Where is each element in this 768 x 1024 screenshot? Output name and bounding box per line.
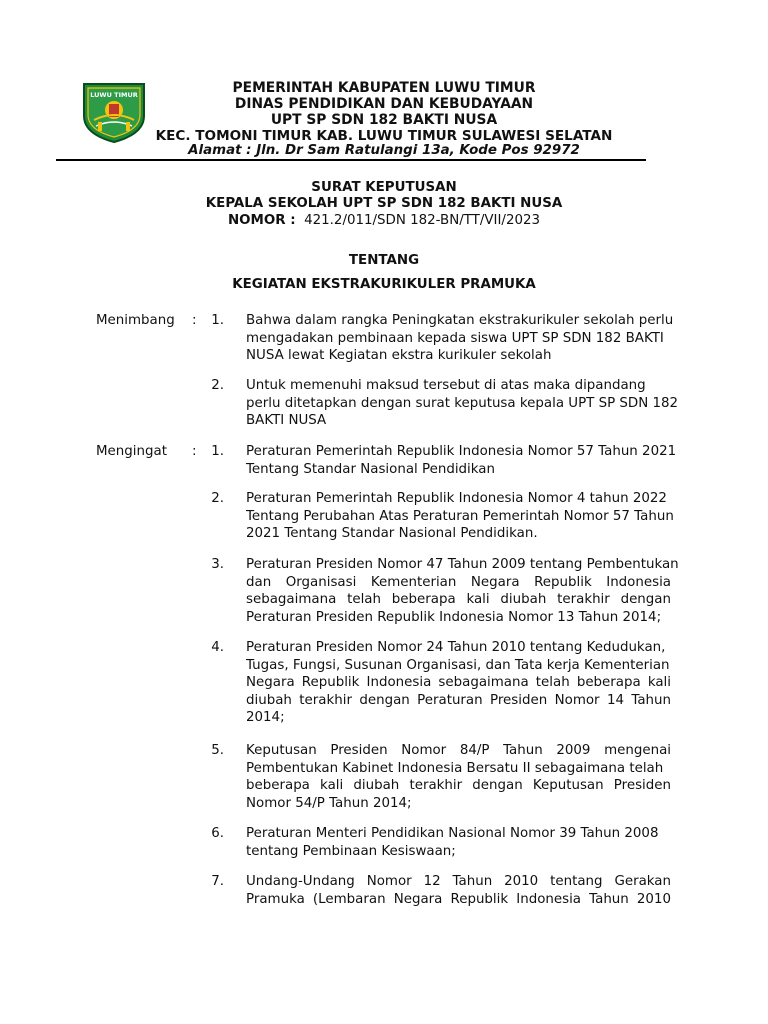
menimbang-label: Menimbang <box>96 313 175 328</box>
mengingat-item-number: 5. <box>211 743 224 758</box>
mengingat-item-3 <box>246 556 679 626</box>
text-line: Peraturan Pemerintah Republik Indonesia Nomor 57 Tahun 2021 <box>246 444 677 459</box>
text-line: Nomor 54/P Tahun 2014; <box>246 795 412 811</box>
menimbang-item-number: 1. <box>211 313 224 328</box>
text-line: 2021 Tentang Standar Nasional Pendidikan. <box>246 526 538 541</box>
text-line: Bahwa dalam rangka Peningkatan ekstrakurikuler sekolah perlu <box>246 313 674 328</box>
decree-number-value: 421.2/011/SDN 182-BN/TT/VII/2023 <box>304 213 541 228</box>
text-line: sebagaimana telah beberapa kali diubah terakhir dengan <box>246 592 671 607</box>
mengingat-label: Mengingat <box>96 444 167 459</box>
mengingat-item-5 <box>246 742 671 812</box>
letterhead-divider <box>56 159 646 161</box>
decree-subject: KEGIATAN EKSTRAKURIKULER PRAMUKA <box>232 277 536 292</box>
decree-title: SURAT KEPUTUSAN <box>311 180 457 195</box>
text-line: Tentang Standar Nasional Pendidikan <box>246 461 495 477</box>
text-line: Tentang Perubahan Atas Peraturan Pemerintah Nomor 57 Tahun <box>246 508 674 524</box>
letterhead-address: Alamat : Jln. Dr Sam Ratulangi 13a, Kode Pos 92972 <box>188 143 580 158</box>
decree-issuer: KEPALA SEKOLAH UPT SP SDN 182 BAKTI NUSA <box>205 196 563 211</box>
text-line: Keputusan Presiden Nomor 84/P Tahun 2009 mengenai <box>246 743 671 758</box>
mengingat-item-number: 7. <box>211 874 224 889</box>
letterhead-government: PEMERINTAH KABUPATEN LUWU TIMUR <box>232 80 536 96</box>
text-line: tentang Pembinaan Kesiswaan; <box>246 843 456 859</box>
mengingat-item-7 <box>246 873 671 908</box>
text-line: Peraturan Presiden Nomor 24 Tahun 2010 tentang Kedudukan, <box>246 640 666 655</box>
text-line: BAKTI NUSA <box>246 413 327 428</box>
text-line: Peraturan Presiden Republik Indonesia Nomor 13 Tahun 2014; <box>246 609 662 625</box>
menimbang-item-number: 2. <box>211 378 224 393</box>
text-line: beberapa kali diubah terakhir dengan Keputusan Presiden <box>246 778 671 793</box>
logo-text: LUWU TIMUR <box>90 91 138 99</box>
mengingat-item-4 <box>246 639 671 727</box>
text-line: NUSA lewat Kegiatan ekstra kurikuler sekolah <box>246 348 552 363</box>
menimbang-item-1 <box>246 312 674 365</box>
mengingat-item-number: 6. <box>211 826 224 841</box>
text-line: Pramuka (Lembaran Negara Republik Indonesia Tahun 2010 <box>246 891 671 907</box>
text-line: Untuk memenuhi maksud tersebut di atas maka dipandang <box>246 378 646 393</box>
text-line: 2014; <box>246 710 285 725</box>
mengingat-item-number: 2. <box>211 491 224 506</box>
text-line: Peraturan Presiden Nomor 47 Tahun 2009 tentang Pembentukan <box>246 557 679 572</box>
decree-number-label: NOMOR : <box>227 213 296 228</box>
text-line: Peraturan Pemerintah Republik Indonesia Nomor 4 tahun 2022 <box>246 491 667 506</box>
text-line: Undang-Undang Nomor 12 Tahun 2010 tentang Gerakan <box>246 874 671 889</box>
letterhead-department: DINAS PENDIDIKAN DAN KEBUDAYAAN <box>234 96 534 112</box>
letterhead-school: UPT SP SDN 182 BAKTI NUSA <box>270 112 498 128</box>
mengingat-item-6 <box>246 825 671 860</box>
text-line: mengadakan pembinaan kepada siswa UPT SP SDN 182 BAKTI <box>246 330 664 346</box>
mengingat-item-2 <box>246 490 674 543</box>
text-line: Peraturan Menteri Pendidikan Nasional Nomor 39 Tahun 2008 <box>246 826 659 841</box>
text-line: dan Organisasi Kementerian Negara Republik Indonesia <box>246 574 671 590</box>
tentang-heading: TENTANG <box>348 253 420 268</box>
text-line: Pembentukan Kabinet Indonesia Bersatu II sebagaimana telah <box>246 760 664 776</box>
mengingat-item-number: 3. <box>211 557 224 572</box>
mengingat-item-number: 4. <box>211 640 224 655</box>
text-line: Negara Republik Indonesia sebagaimana telah beberapa kali <box>246 675 671 690</box>
mengingat-item-1 <box>246 443 677 478</box>
menimbang-colon: : <box>192 313 197 328</box>
text-line: diubah terakhir dengan Peraturan Presiden Nomor 14 Tahun <box>246 692 671 708</box>
text-line: Tugas, Fungsi, Susunan Organisasi, dan Tata kerja Kementerian <box>246 657 670 673</box>
menimbang-item-2 <box>246 377 679 430</box>
decree-number <box>0 213 768 229</box>
mengingat-item-number: 1. <box>211 444 224 459</box>
text-line: perlu ditetapkan dengan surat keputusa kepala UPT SP SDN 182 <box>246 395 679 411</box>
mengingat-colon: : <box>192 444 197 459</box>
letterhead-district: KEC. TOMONI TIMUR KAB. LUWU TIMUR SULAWESI SELATAN <box>155 128 613 144</box>
